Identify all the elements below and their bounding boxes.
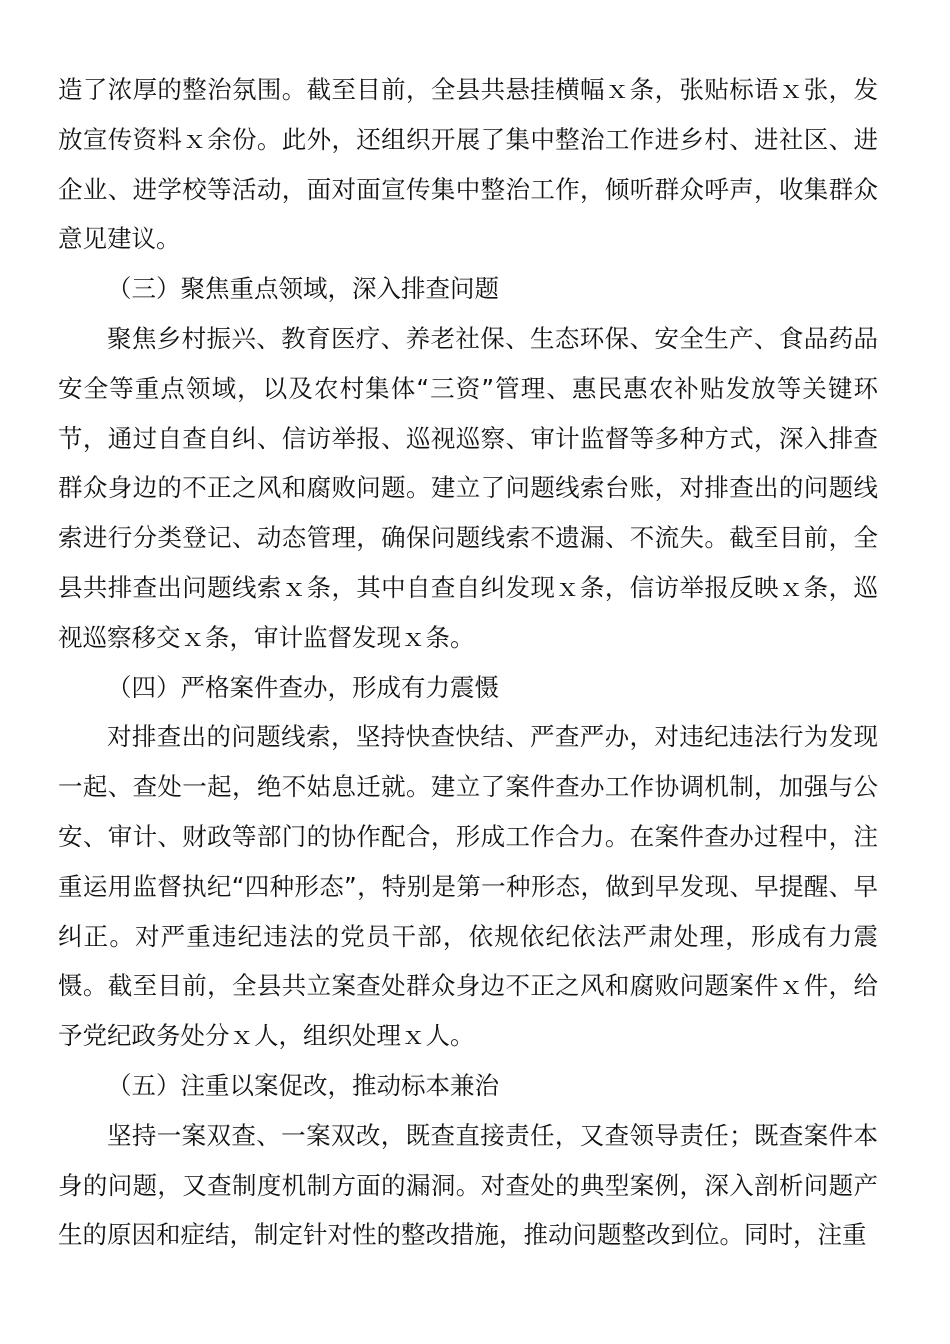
document-body (58, 65, 878, 1260)
paragraph-section-3: 聚焦乡村振兴、教育医疗、养老社保、生态环保、安全生产、食品药品安全等重点领域，以及农村集体“三资”管理、惠民惠农补贴发放等关键环节，通过自查自纠、信访举报、巡视巡察、审计监督等多种方式，深入排查群众身边的不正之风和腐败问题。建立了问题线索台账，对排查出的问题线索进行分类登记、动态管理，确保问题线索不遗漏、不流失。截至目前，全县共排查出问题线索ｘ条，其中自查自纠发现ｘ条，信访举报反映ｘ条，巡视巡察移交ｘ条，审计监督发现ｘ条。 (58, 323, 878, 652)
paragraph-continuation: 造了浓厚的整治氛围。截至目前，全县共悬挂横幅ｘ条，张贴标语ｘ张，发放宣传资料ｘ余份。此外，还组织开展了集中整治工作进乡村、进社区、进企业、进学校等活动，面对面宣传集中整治工作，倾听群众呼声，收集群众意见建议。 (58, 75, 878, 254)
section-heading-4: （四）严格案件查办，形成有力震慑 (107, 672, 499, 702)
section-heading-3: （三）聚焦重点领域，深入排查问题 (107, 274, 499, 304)
section-heading-5: （五）注重以案促改，推动标本兼治 (107, 1070, 499, 1100)
paragraph-section-4: 对排查出的问题线索，坚持快查快结、严查严办，对违纪违法行为发现一起、查处一起，绝不姑息迁就。建立了案件查办工作协调机制，加强与公安、审计、财政等部门的协作配合，形成工作合力。在案件查办过程中，注重运用监督执纪“四种形态”，特别是第一种形态，做到早发现、早提醒、早纠正。对严重违纪违法的党员干部，依规依纪依法严肃处理，形成有力震慑。截至目前，全县共立案查处群众身边不正之风和腐败问题案件ｘ件，给予党纪政务处分ｘ人，组织处理ｘ人。 (58, 722, 878, 1051)
paragraph-section-5: 坚持一案双查、一案双改，既查直接责任，又查领导责任；既查案件本身的问题，又查制度机制方面的漏洞。对查处的典型案例，深入剖析问题产生的原因和症结，制定针对性的整改措施，推动问题整改到位。同时，注重 (58, 1120, 878, 1250)
